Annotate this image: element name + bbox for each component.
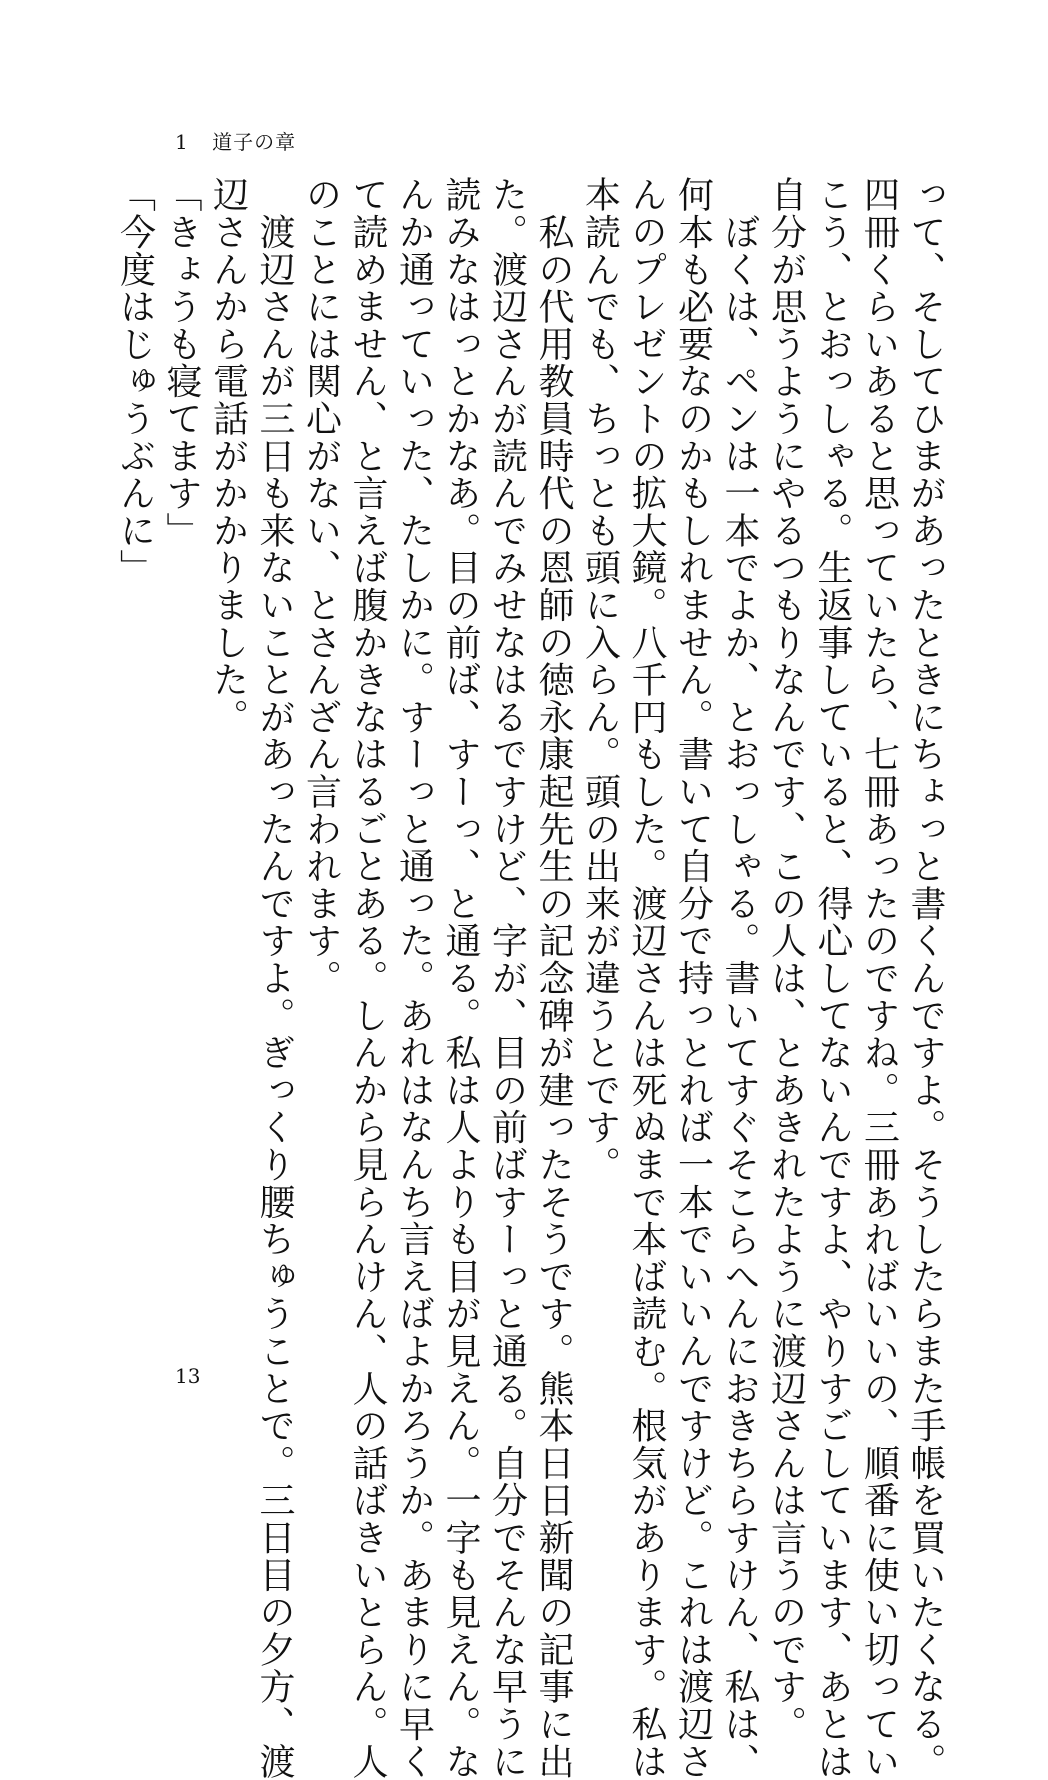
text-line: 渡辺さんが三日も来ないことがあったんですよ。ぎっくり腰ちゅうことで。三日目の夕方、渡 <box>254 176 295 1780</box>
text-line: 辺さんから電話がかかりました。 <box>207 176 249 736</box>
text-line: 読みなはっとかなあ。目の前ば、すーっ、と通る。私は人よりも目が見えん。一字も見えん。な <box>440 176 481 1780</box>
text-line: 自分が思うようにやるつもりなんです、この人は、とあきれたように渡辺さんは言うのです。 <box>765 176 807 1743</box>
text-line: 「今度はじゅうぶんに」 <box>114 176 156 587</box>
text-line: 四冊くらいあると思っていたら、七冊あったのですね。三冊あればいいの、順番に使い切ってい <box>858 176 900 1780</box>
text-line: のことには関心がない、とさんざん言われます。 <box>300 176 342 997</box>
text-line: って、そしてひまがあったときにちょっと書くんですよ。そうしたらまた手帳を買いたくなる。 <box>905 176 946 1780</box>
text-line: んか通っていった、たしかに。すーっと通った。あれはなんち言えばよかろうか。あまりに早く <box>393 176 435 1780</box>
text-line: 私の代用教員時代の恩師の徳永康起先生の記念碑が建ったそうです。熊本日日新聞の記事に出 <box>533 176 574 1780</box>
page-number: 13 <box>175 1364 201 1388</box>
text-line: こう、とおっしゃる。生返事していると、得心してないんですよ、やりすごしています、あとは <box>812 176 853 1780</box>
chapter-title: 道子の章 <box>212 130 297 154</box>
text-line: んのプレゼントの拡大鏡。八千円もした。渡辺さんは死ぬまで本ば読む。根気があります。私は <box>626 176 667 1780</box>
text-line: 本読んでも、ちっとも頭に入らん。頭の出来が違うとです。 <box>579 176 621 1184</box>
text-line: た。渡辺さんが読んでみせなはるですけど、字が、目の前ばすーっと通る。自分でそんな早うに <box>486 176 528 1780</box>
chapter-number: 1 <box>175 130 189 154</box>
text-line: て読めません、と言えば腹かきなはるごとある。しんから見らんけん、人の話ばきいとらん。人 <box>347 176 388 1780</box>
running-header <box>175 126 296 155</box>
text-line: 何本も必要なのかもしれません。書いて自分で持っとれば一本でいいんですけど。これは渡辺さ <box>672 176 714 1780</box>
text-line: 「きょうも寝てます」 <box>161 176 202 549</box>
text-line: ぼくは、ペンは一本でよか、とおっしゃる。書いてすぐそこらへんにおきちらすけん、私は、 <box>719 176 760 1780</box>
